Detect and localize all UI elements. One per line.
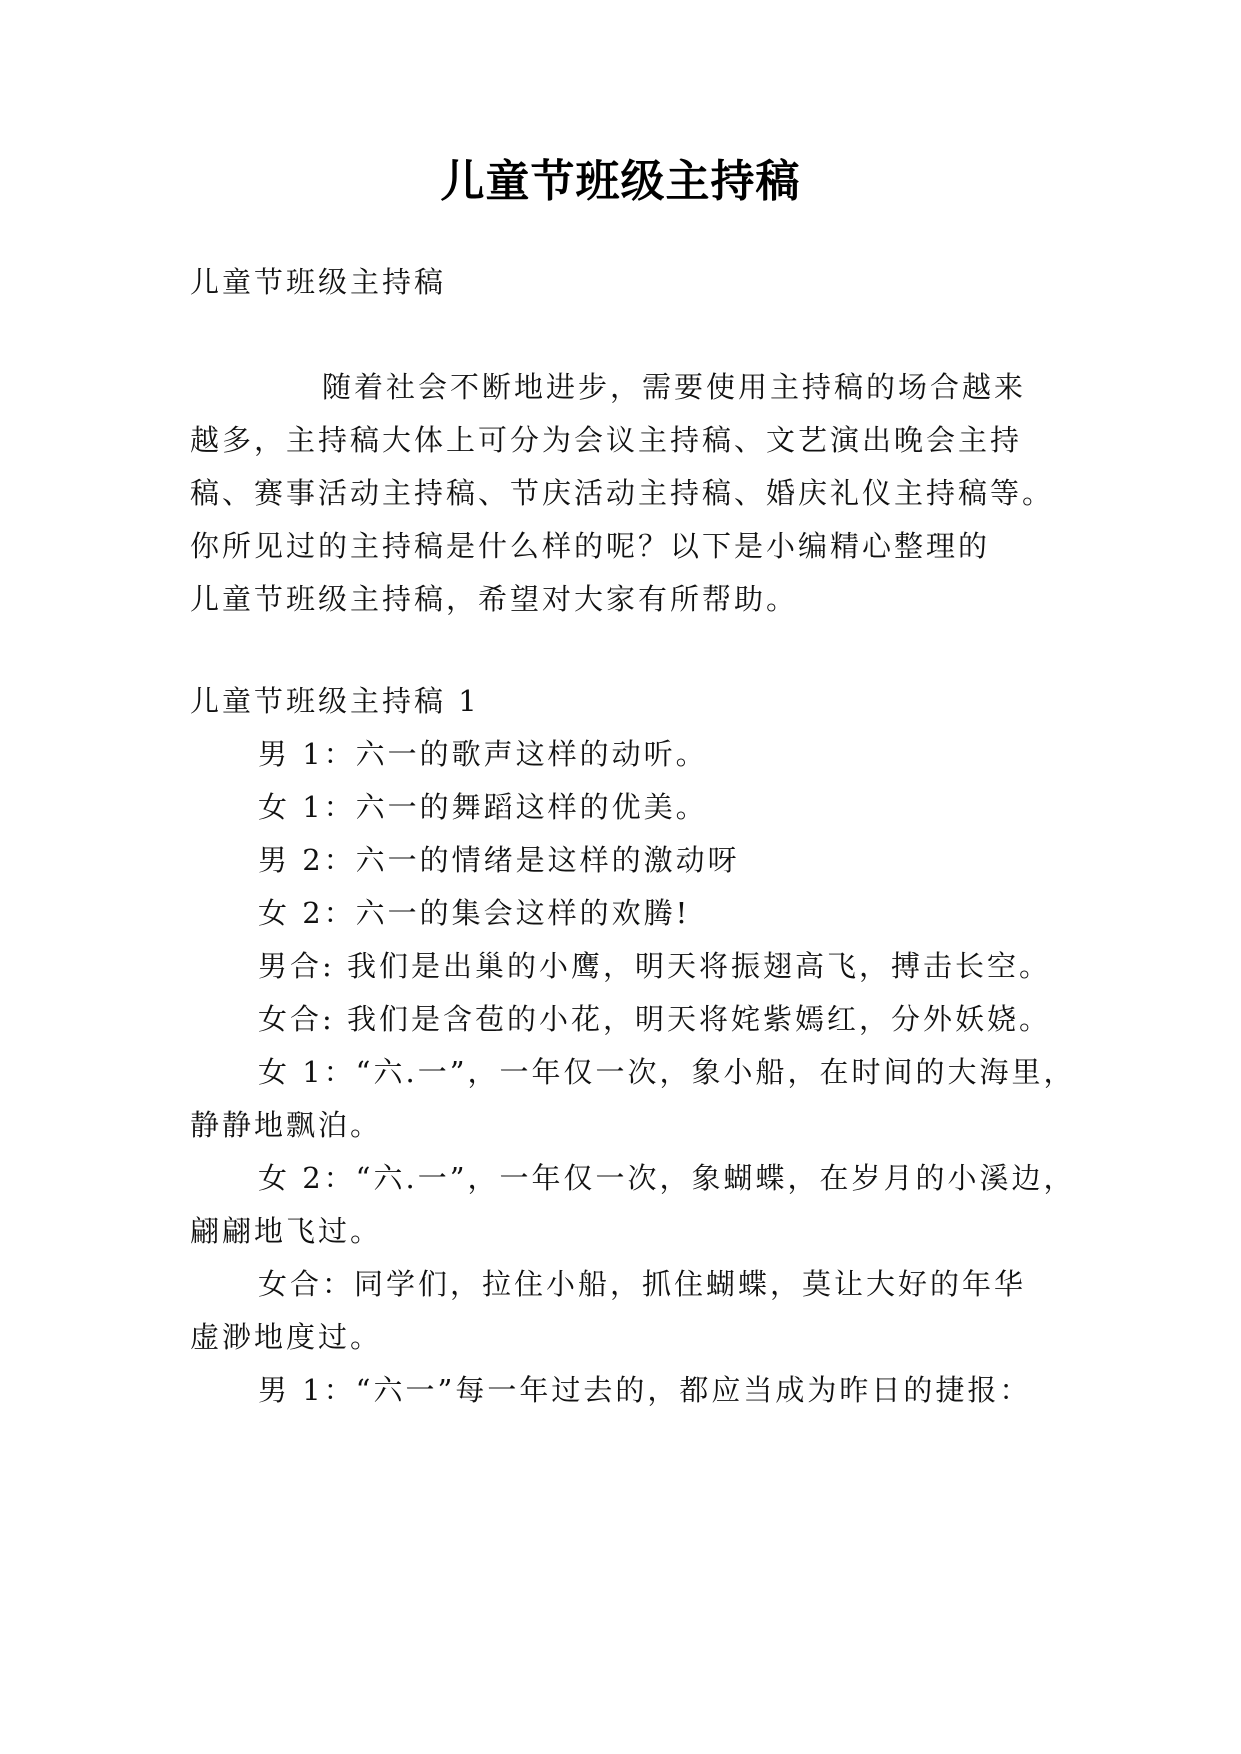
document-subtitle: 儿童节班级主持稿	[190, 265, 447, 299]
document-title: 儿童节班级主持稿	[440, 156, 801, 207]
script-line: 女合: 我们是含苞的小花，明天将姹紫嫣红，分外妖娆。	[258, 1002, 1051, 1036]
script-line: 女 2：六一的集会这样的欢腾!	[258, 896, 691, 930]
script-line-continuation: 翩翩地飞过。	[190, 1214, 383, 1248]
script-line: 男 1：“六一”每一年过去的，都应当成为昨日的捷报：	[258, 1373, 1032, 1407]
script-line: 男 1：六一的歌声这样的动听。	[258, 737, 708, 771]
intro-line: 随着社会不断地进步，需要使用主持稿的场合越来	[322, 370, 1027, 404]
script-line-continuation: 虚渺地度过。	[190, 1320, 383, 1354]
script-line: 男 2：六一的情绪是这样的激动呀	[258, 843, 740, 877]
intro-line: 越多，主持稿大体上可分为会议主持稿、文艺演出晚会主持	[190, 423, 1023, 457]
intro-line: 儿童节班级主持稿，希望对大家有所帮助。	[190, 582, 799, 616]
script-line: 男合: 我们是出巢的小鹰，明天将振翅高飞，搏击长空。	[258, 949, 1051, 983]
script-line: 女 2：“六.一”，一年仅一次，象蝴蝶，在岁月的小溪边，	[258, 1161, 1076, 1195]
script-line: 女 1：“六.一”，一年仅一次，象小船，在时间的大海里，	[258, 1055, 1076, 1089]
script-line-continuation: 静静地飘泊。	[190, 1108, 383, 1142]
intro-line: 稿、赛事活动主持稿、节庆活动主持稿、婚庆礼仪主持稿等。	[190, 476, 1055, 510]
script-line: 女 1：六一的舞蹈这样的优美。	[258, 790, 708, 824]
script-line: 女合：同学们，拉住小船，抓住蝴蝶，莫让大好的年华	[258, 1267, 1027, 1301]
intro-line: 你所见过的主持稿是什么样的呢？以下是小编精心整理的	[190, 529, 991, 563]
section-heading: 儿童节班级主持稿 1	[190, 684, 480, 718]
